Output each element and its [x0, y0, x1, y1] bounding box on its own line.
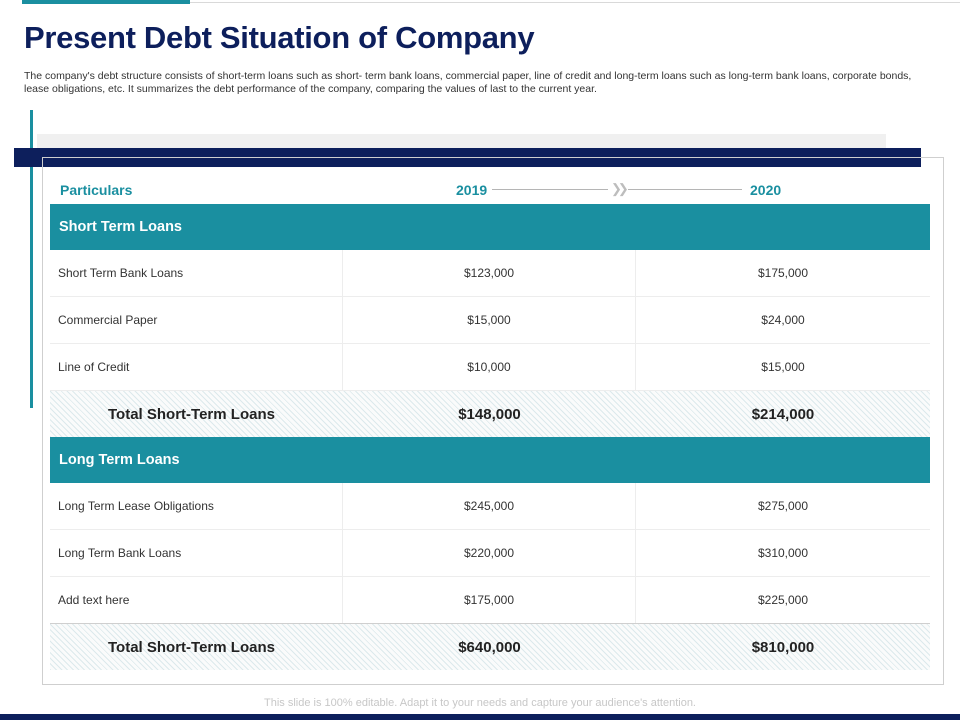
row-value-2019: $10,000 [343, 344, 636, 390]
table-row [50, 530, 930, 577]
header-particulars: Particulars [60, 182, 133, 198]
row-value-2019: $15,000 [343, 297, 636, 343]
row-label: Line of Credit [50, 344, 343, 390]
section-long-term: Long Term Loans [50, 437, 930, 483]
page-title: Present Debt Situation of Company [24, 20, 535, 55]
header-arrow-line-left [492, 189, 608, 190]
header-arrow-line-right [628, 189, 742, 190]
top-accent-bar [22, 0, 190, 4]
row-value-2019: $245,000 [343, 483, 636, 529]
top-divider-line [190, 2, 960, 3]
table-row [50, 577, 930, 623]
row-value-2020: $275,000 [757, 499, 809, 513]
table-row [50, 344, 930, 391]
row-value-2019: $220,000 [343, 530, 636, 576]
bottom-bar [0, 714, 960, 720]
row-label: Commercial Paper [50, 297, 343, 343]
debt-table [50, 204, 930, 670]
total-value-2019: $640,000 [458, 638, 521, 656]
total-value-2020: $214,000 [751, 405, 815, 423]
table-row [50, 483, 930, 530]
page-description: The company's debt structure consists of short-term loans such as short- term bank loans, commercial paper, line of credit and long-term loans such as long-term bank loans, corporate bonds, lease obligations, etc. It summarizes the debt performance of the company, comparing the values of last to the current year. [24, 70, 912, 95]
table-row [50, 297, 930, 344]
total-row-short-term [50, 391, 930, 437]
table-header-row [0, 182, 960, 202]
header-2019: 2019 [456, 182, 488, 198]
footer-note: This slide is 100% editable. Adapt it to your needs and capture your audience's attention. [264, 697, 696, 709]
total-label: Total Short-Term Loans [108, 638, 275, 656]
section-short-term: Short Term Loans [50, 204, 930, 250]
table-row [50, 250, 930, 297]
row-value-2020: $15,000 [761, 360, 805, 374]
total-value-2020: $810,000 [751, 638, 815, 656]
total-row-long-term [50, 624, 930, 670]
row-value-2020: $225,000 [757, 593, 809, 607]
row-label: Long Term Bank Loans [50, 530, 343, 576]
row-value-2019: $175,000 [343, 577, 636, 623]
total-value-2019: $148,000 [458, 405, 521, 423]
row-label: Add text here [50, 577, 343, 623]
row-label: Long Term Lease Obligations [50, 483, 343, 529]
row-value-2019: $123,000 [343, 250, 636, 296]
row-value-2020: $24,000 [761, 313, 805, 327]
double-chevron-icon: ❯❯ [611, 181, 625, 196]
header-2020: 2020 [750, 182, 782, 198]
row-value-2020: $310,000 [757, 546, 809, 560]
total-label: Total Short-Term Loans [108, 405, 275, 423]
row-value-2020: $175,000 [757, 266, 809, 280]
row-label: Short Term Bank Loans [50, 250, 343, 296]
